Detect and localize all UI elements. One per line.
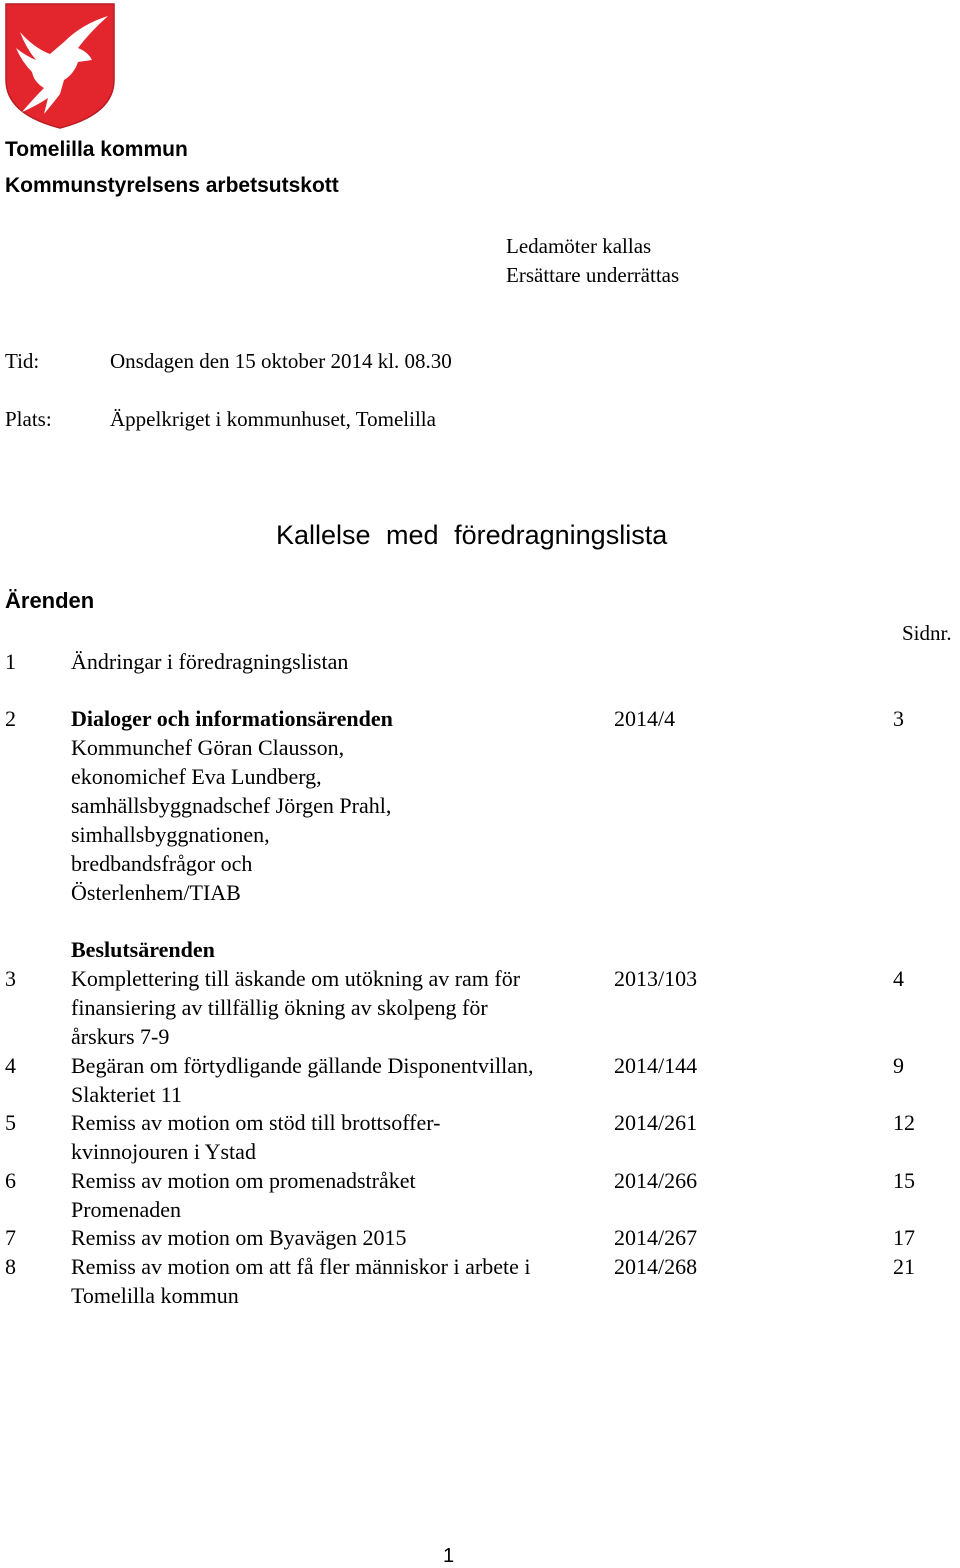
members-called: Ledamöter kallas bbox=[506, 234, 652, 258]
committee-name: Kommunstyrelsens arbetsutskott bbox=[5, 174, 339, 197]
item-line: Slakteriet 11 bbox=[71, 1082, 182, 1107]
time-value: Onsdagen den 15 oktober 2014 kl. 08.30 bbox=[110, 349, 452, 373]
item-number: 3 bbox=[5, 966, 16, 991]
page-column-header: Sidnr. bbox=[902, 621, 952, 645]
item-page-number: 15 bbox=[893, 1168, 915, 1193]
item-page-number: 3 bbox=[893, 706, 904, 731]
item-line: Österlenhem/TIAB bbox=[71, 880, 241, 905]
document-title: Kallelse med föredragningslista bbox=[276, 520, 668, 550]
item-diary-number: 2013/103 bbox=[614, 966, 698, 991]
item-number: 8 bbox=[5, 1254, 16, 1279]
item-line: samhällsbyggnadschef Jörgen Prahl, bbox=[71, 793, 392, 818]
item-number: 5 bbox=[5, 1110, 16, 1135]
item-title: Begäran om förtydligande gällande Disponentvillan, bbox=[71, 1053, 534, 1078]
item-number: 4 bbox=[5, 1053, 16, 1078]
item-line: bredbandsfrågor och bbox=[71, 851, 253, 876]
place-label: Plats: bbox=[5, 407, 52, 431]
agenda-heading: Ärenden bbox=[5, 588, 95, 613]
item-title: Ändringar i föredragningslistan bbox=[71, 649, 349, 674]
item-page-number: 12 bbox=[893, 1110, 915, 1135]
item-title: Remiss av motion om Byavägen 2015 bbox=[71, 1225, 407, 1250]
item-line: finansiering av tillfällig ökning av skolpeng för bbox=[71, 995, 488, 1020]
item-line: kvinnojouren i Ystad bbox=[71, 1139, 256, 1164]
item-number: 1 bbox=[5, 649, 16, 674]
item-title: Remiss av motion om promenadstråket bbox=[71, 1168, 416, 1193]
item-line: simhallsbyggnationen, bbox=[71, 822, 270, 847]
item-line: ekonomichef Eva Lundberg, bbox=[71, 764, 322, 789]
item-page-number: 17 bbox=[893, 1225, 915, 1250]
place-value: Äppelkriget i kommunhuset, Tomelilla bbox=[110, 407, 436, 431]
item-title: Remiss av motion om stöd till brottsoffer- bbox=[71, 1110, 441, 1135]
substitutes-notified: Ersättare underrättas bbox=[506, 263, 680, 287]
item-diary-number: 2014/268 bbox=[614, 1254, 698, 1279]
item-title: Dialoger och informationsärenden bbox=[71, 706, 393, 731]
item-line: Kommunchef Göran Clausson, bbox=[71, 735, 345, 760]
page-number: 1 bbox=[443, 1545, 455, 1567]
item-number: 7 bbox=[5, 1225, 16, 1250]
item-title: Komplettering till äskande om utökning av ram för bbox=[71, 966, 521, 991]
item-number: 6 bbox=[5, 1168, 16, 1193]
item-page-number: 4 bbox=[893, 966, 904, 991]
item-diary-number: 2014/144 bbox=[614, 1053, 698, 1078]
item-title: Remiss av motion om att få fler människor i arbete i bbox=[71, 1254, 531, 1279]
organization-name: Tomelilla kommun bbox=[5, 138, 188, 161]
item-diary-number: 2014/261 bbox=[614, 1110, 698, 1135]
item-line: Tomelilla kommun bbox=[71, 1283, 239, 1308]
item-line: Promenaden bbox=[71, 1197, 181, 1222]
item-diary-number: 2014/4 bbox=[614, 706, 676, 731]
coat-of-arms-logo bbox=[4, 2, 116, 130]
item-page-number: 21 bbox=[893, 1254, 915, 1279]
item-number: 2 bbox=[5, 706, 16, 731]
item-line: årskurs 7-9 bbox=[71, 1024, 170, 1049]
decision-section-heading: Beslutsärenden bbox=[71, 937, 215, 962]
item-diary-number: 2014/266 bbox=[614, 1168, 698, 1193]
item-page-number: 9 bbox=[893, 1053, 904, 1078]
time-label: Tid: bbox=[5, 349, 40, 373]
item-diary-number: 2014/267 bbox=[614, 1225, 698, 1250]
